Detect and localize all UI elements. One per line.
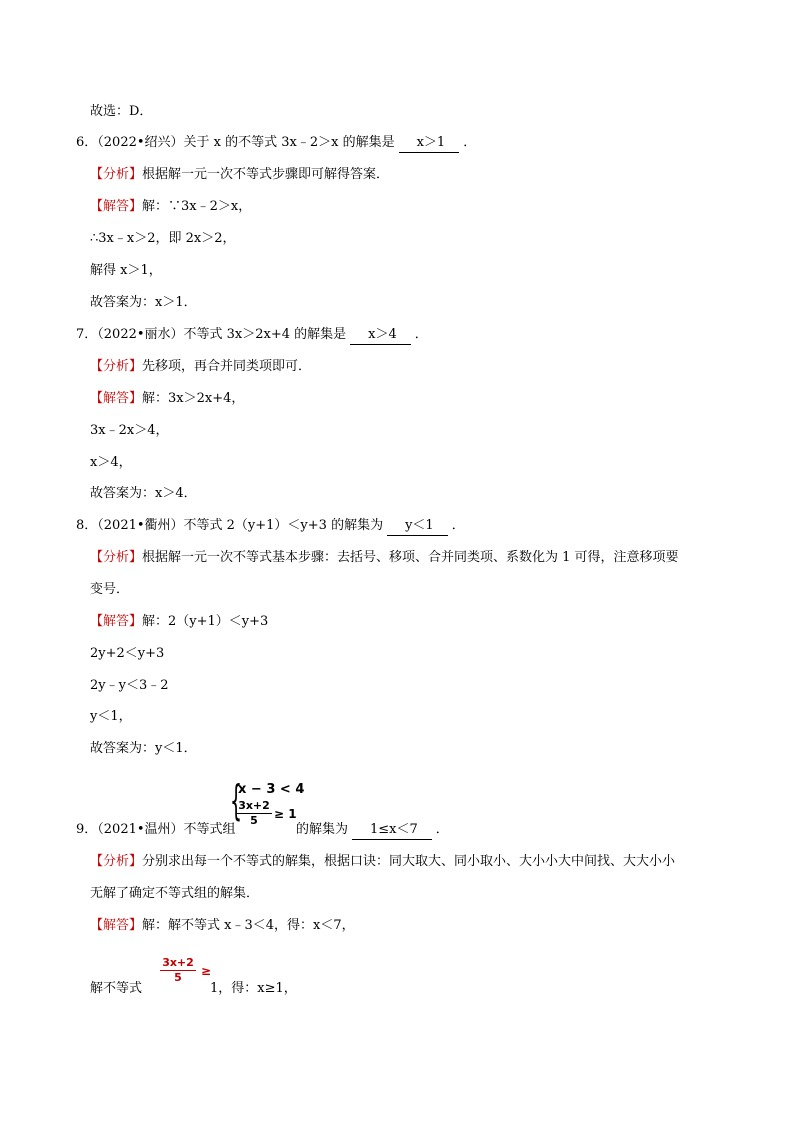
inline-fraction bbox=[160, 956, 196, 985]
text-punct: ． bbox=[463, 135, 477, 150]
text-line: 1，得：x≥1， bbox=[210, 981, 297, 996]
text-line: 解不等式 bbox=[90, 981, 143, 996]
analysis-label: 【分析】 bbox=[90, 359, 143, 374]
analysis-line bbox=[90, 549, 679, 567]
solution-line bbox=[90, 198, 251, 216]
solution-line bbox=[90, 390, 244, 408]
text-punct: ． bbox=[414, 327, 428, 342]
solution-line bbox=[90, 917, 355, 935]
answer-blank: y＜1 bbox=[387, 517, 448, 536]
inline-geq: ≥ bbox=[201, 964, 212, 978]
answer-blank: x＞4 bbox=[350, 326, 411, 345]
answer-blank: x＞1 bbox=[399, 134, 460, 153]
question-text: 9．（2021•温州）不等式组 bbox=[76, 822, 236, 837]
analysis-label: 【分析】 bbox=[90, 854, 143, 869]
text-line: x＞4， bbox=[90, 455, 132, 470]
text-line: 2y﹣y＜3﹣2 bbox=[90, 678, 169, 693]
question-8 bbox=[76, 517, 465, 536]
text-line: 故选：D． bbox=[90, 104, 153, 119]
question-6 bbox=[76, 134, 476, 153]
solution-text: 解：解不等式 x﹣3＜4，得：x＜7， bbox=[142, 918, 355, 933]
question-7 bbox=[76, 326, 428, 345]
text-line: 变号． bbox=[90, 582, 130, 597]
analysis-label: 【分析】 bbox=[90, 550, 143, 565]
text-line: 故答案为：x＞1． bbox=[90, 295, 197, 310]
fraction-denominator: 5 bbox=[174, 971, 182, 984]
system-inequality-1: x − 3 < 4 bbox=[238, 782, 305, 797]
solution-label: 【解答】 bbox=[90, 614, 143, 629]
question-9 bbox=[76, 821, 236, 839]
analysis-line bbox=[90, 358, 311, 376]
system-geq-1: ≥ 1 bbox=[274, 807, 297, 821]
text-line: 故答案为：y＜1． bbox=[90, 741, 197, 756]
analysis-text: 根据解一元一次不等式基本步骤：去括号、移项、合并同类项、系数化为 1 可得，注意移项要 bbox=[142, 550, 679, 565]
answer-blank: 1≤x＜7 bbox=[352, 821, 432, 840]
question-text: 8．（2021•衢州）不等式 2（y+1）＜y+3 的解集为 bbox=[76, 518, 384, 533]
text-line: 3x﹣2x＞4， bbox=[90, 423, 169, 438]
solution-text: 解：∵3x﹣2＞x， bbox=[142, 199, 252, 214]
analysis-line bbox=[90, 853, 675, 871]
solution-text: 解：3x＞2x+4， bbox=[142, 391, 245, 406]
solution-label: 【解答】 bbox=[90, 391, 143, 406]
analysis-text: 根据解一元一次不等式步骤即可解得答案． bbox=[142, 167, 390, 182]
question-9-tail bbox=[296, 821, 449, 840]
analysis-label: 【分析】 bbox=[90, 167, 143, 182]
solution-label: 【解答】 bbox=[90, 918, 143, 933]
text-line: ∴3x﹣x＞2，即 2x＞2， bbox=[90, 231, 236, 246]
text-line: y＜1， bbox=[90, 709, 132, 724]
fraction-denominator: 5 bbox=[250, 814, 258, 827]
fraction-numerator: 3x+2 bbox=[236, 799, 272, 814]
text-line: 无解了确定不等式组的解集． bbox=[90, 886, 260, 901]
left-brace: { bbox=[230, 776, 243, 825]
text-line: 解得 x＞1， bbox=[90, 263, 162, 278]
analysis-line bbox=[90, 166, 389, 184]
solution-line bbox=[90, 613, 268, 631]
text-punct: ． bbox=[451, 518, 465, 533]
analysis-text: 分别求出每一个不等式的解集，根据口诀：同大取大、同小取小、大小小大中间找、大大小小 bbox=[142, 854, 676, 869]
text-line: 故答案为：x＞4． bbox=[90, 486, 197, 501]
text-line: 2y+2＜y+3 bbox=[90, 646, 165, 661]
solution-label: 【解答】 bbox=[90, 199, 143, 214]
analysis-text: 先移项，再合并同类项即可． bbox=[142, 359, 312, 374]
fraction-numerator: 3x+2 bbox=[160, 956, 196, 971]
system-fraction bbox=[236, 799, 272, 828]
solution-text: 解：2（y+1）＜y+3 bbox=[142, 614, 269, 629]
text-punct: ． bbox=[435, 822, 449, 837]
question-text: 7．（2022•丽水）不等式 3x＞2x+4 的解集是 bbox=[76, 327, 347, 342]
question-text: 6．（2022•绍兴）关于 x 的不等式 3x﹣2＞x 的解集是 bbox=[76, 135, 395, 150]
question-text: 的解集为 bbox=[296, 822, 349, 837]
